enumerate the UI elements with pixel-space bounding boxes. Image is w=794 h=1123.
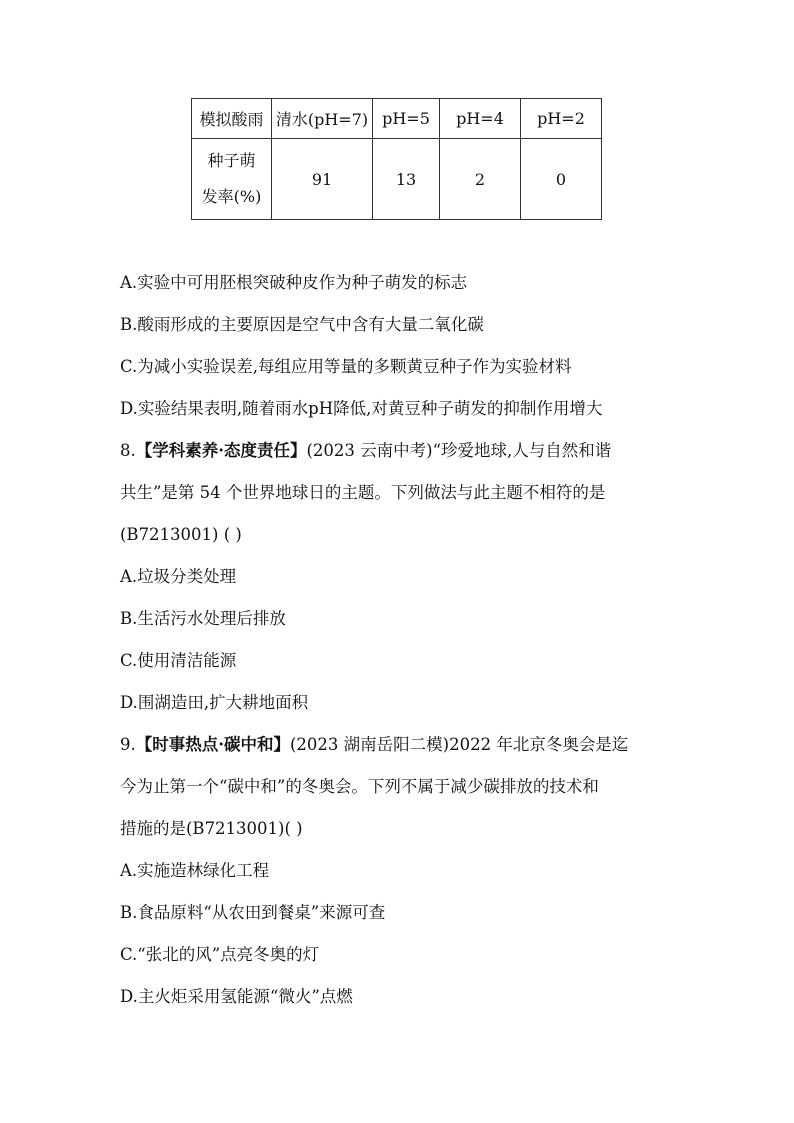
q8-option-c[interactable]: C.使用清洁能源 — [120, 651, 237, 670]
q8-option-d[interactable]: D.围湖造田,扩大耕地面积 — [120, 693, 309, 712]
table-row — [192, 139, 602, 220]
q7-option-a[interactable]: A.实验中可用胚根突破种皮作为种子萌发的标志 — [120, 273, 468, 292]
q8-option-b[interactable]: B.生活污水处理后排放 — [120, 609, 286, 628]
question-tag: 【学科素养·态度责任】 — [135, 441, 307, 460]
q8-stem-line1 — [120, 430, 690, 472]
q9-stem-line3: 措施的是(B7213001)( ) — [120, 819, 303, 838]
q9-option-d[interactable]: D.主火炬采用氢能源“微火”点燃 — [120, 987, 353, 1006]
q8-stem-line3: (B7213001) ( ) — [120, 525, 242, 544]
q9-option-c[interactable]: C.“张北的风”点亮冬奥的灯 — [120, 945, 320, 964]
q9-stem-line1 — [120, 724, 690, 766]
q7-option-b[interactable]: B.酸雨形成的主要原因是空气中含有大量二氧化碳 — [120, 315, 484, 334]
q9-stem-line2: 今为止第一个“碳中和”的冬奥会。下列不属于减少碳排放的技术和 — [120, 777, 599, 796]
q7-option-d[interactable]: D.实验结果表明,随着雨水pH降低,对黄豆种子萌发的抑制作用增大 — [120, 399, 603, 418]
question-content — [120, 262, 690, 1018]
row-label-line: 发率(%) — [201, 187, 262, 206]
q9-option-b[interactable]: B.食品原料“从农田到餐桌”来源可查 — [120, 903, 386, 922]
table-row-label — [192, 139, 272, 220]
question-number: 9. — [120, 735, 136, 754]
table-header-cell: 清水(pH=7) — [272, 99, 373, 139]
table-cell: 2 — [440, 139, 521, 220]
q8-option-a[interactable]: A.垃圾分类处理 — [120, 567, 237, 586]
q7-option-c[interactable]: C.为减小实验误差,每组应用等量的多颗黄豆种子作为实验材料 — [120, 357, 572, 376]
table-header-cell: 模拟酸雨 — [192, 99, 272, 139]
q9-option-a[interactable]: A.实施造林绿化工程 — [120, 861, 270, 880]
table-cell: 91 — [272, 139, 373, 220]
question-text: (2023 湖南岳阳二模)2022 年北京冬奥会是迄 — [290, 735, 629, 754]
seed-germination-table — [191, 98, 602, 220]
q8-stem-line2: 共生”是第 54 个世界地球日的主题。下列做法与此主题不相符的是 — [120, 483, 606, 502]
question-text: (2023 云南中考)“珍爱地球,人与自然和谐 — [306, 441, 612, 460]
table-cell: 0 — [521, 139, 602, 220]
table-cell: 13 — [373, 139, 440, 220]
row-label-line: 种子萌 — [207, 151, 256, 170]
table-header-cell: pH=2 — [521, 99, 602, 139]
table-header-row — [192, 99, 602, 139]
table-header-cell: pH=5 — [373, 99, 440, 139]
question-tag: 【时事热点·碳中和】 — [135, 735, 290, 754]
table-header-cell: pH=4 — [440, 99, 521, 139]
question-number: 8. — [120, 441, 136, 460]
